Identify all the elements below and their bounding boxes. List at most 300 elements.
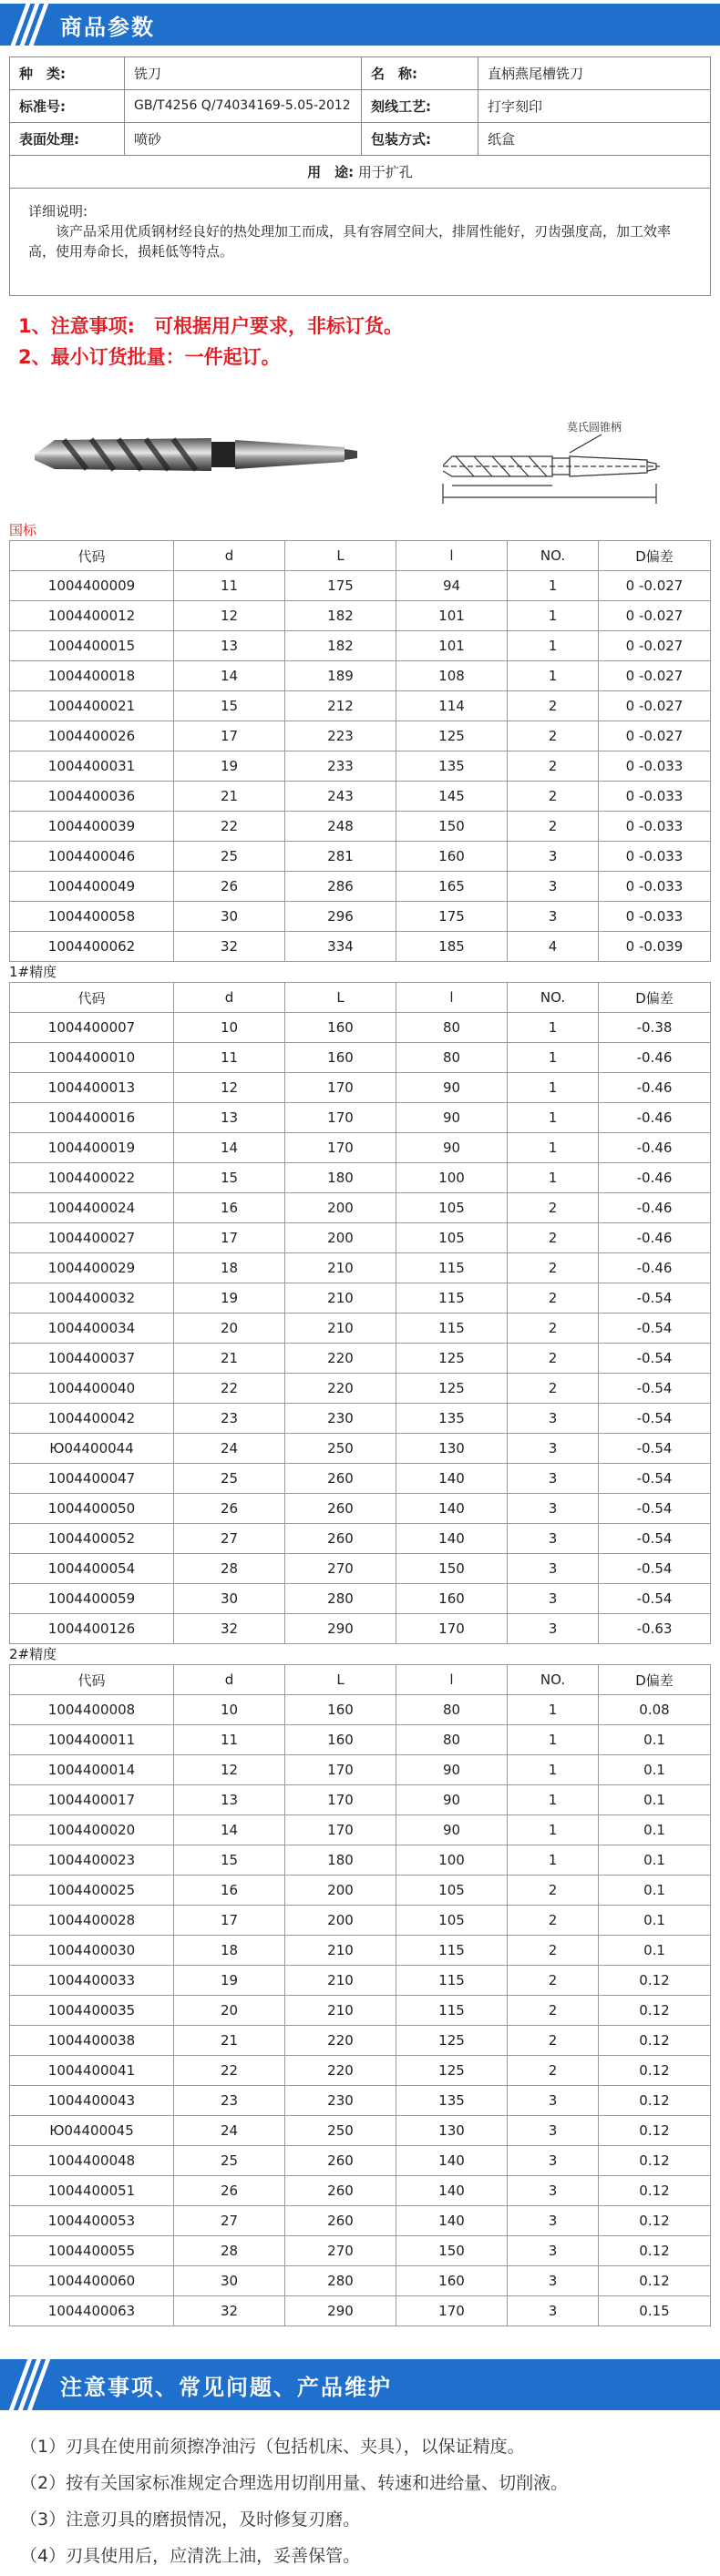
table-cell: 80	[396, 1695, 508, 1725]
table-cell: 20	[174, 1996, 285, 2026]
column-header: 代码	[10, 1665, 174, 1695]
table-cell: 182	[285, 601, 396, 631]
table-cell: 3	[508, 2086, 599, 2116]
table-cell: 1004400043	[10, 2086, 174, 2116]
table-row	[10, 1133, 711, 1163]
table-cell: 1004400010	[10, 1043, 174, 1073]
table-cell: 1004400049	[10, 872, 174, 902]
table-cell: 1	[508, 631, 599, 661]
table-cell: 150	[396, 1554, 508, 1584]
kind-label: 种 类:	[10, 57, 125, 90]
table-cell: 1004400025	[10, 1876, 174, 1906]
table-cell: 0 -0.027	[599, 631, 711, 661]
table-row	[10, 1223, 711, 1253]
table-cell: 165	[396, 872, 508, 902]
table-header-row	[10, 1665, 711, 1695]
surface-value: 喷砂	[125, 123, 362, 156]
table-cell: 170	[285, 1103, 396, 1133]
banner-stripes-icon	[18, 2359, 46, 2410]
column-header: l	[396, 1665, 508, 1695]
table-row	[10, 1524, 711, 1554]
table-cell: 12	[174, 601, 285, 631]
table-cell: 0 -0.033	[599, 782, 711, 812]
table-cell: 30	[174, 1584, 285, 1614]
table-cell: -0.54	[599, 1554, 711, 1584]
table-cell: 19	[174, 1966, 285, 1996]
table-cell: 90	[396, 1785, 508, 1815]
care-banner	[0, 2359, 720, 2410]
table-row	[10, 2176, 711, 2206]
table-cell: 233	[285, 751, 396, 782]
table-cell: 0.12	[599, 2116, 711, 2146]
column-header: d	[174, 983, 285, 1013]
table-cell: 1004400055	[10, 2236, 174, 2266]
table-cell: 0.12	[599, 2026, 711, 2056]
table-cell: 135	[396, 751, 508, 782]
table-cell: 150	[396, 812, 508, 842]
table-cell: 220	[285, 2056, 396, 2086]
table-cell: 22	[174, 2056, 285, 2086]
table-cell: 2	[508, 751, 599, 782]
table-cell: 105	[396, 1223, 508, 1253]
table-cell: 17	[174, 1223, 285, 1253]
table-cell: 1004400019	[10, 1133, 174, 1163]
table-cell: 3	[508, 2296, 599, 2326]
table-cell: 1004400008	[10, 1695, 174, 1725]
table-cell: 1004400021	[10, 691, 174, 721]
table-cell: 28	[174, 1554, 285, 1584]
table-row	[10, 812, 711, 842]
table-cell: 170	[285, 1815, 396, 1845]
table-cell: 170	[396, 2296, 508, 2326]
table-cell: 260	[285, 2146, 396, 2176]
table-cell: 0 -0.027	[599, 601, 711, 631]
table-cell: 30	[174, 2266, 285, 2296]
table-row	[10, 1845, 711, 1876]
table-cell: 3	[508, 2266, 599, 2296]
table-cell: 1004400063	[10, 2296, 174, 2326]
table-cell: 1	[508, 1785, 599, 1815]
table-cell: 4	[508, 932, 599, 962]
table-cell: -0.46	[599, 1163, 711, 1193]
table-cell: 210	[285, 1966, 396, 1996]
table-cell: 260	[285, 2206, 396, 2236]
table-cell: 0 -0.033	[599, 842, 711, 872]
table-cell: 101	[396, 631, 508, 661]
column-header: 代码	[10, 983, 174, 1013]
table-cell: 180	[285, 1845, 396, 1876]
table-cell: 200	[285, 1876, 396, 1906]
table-row	[10, 571, 711, 601]
table-cell: 175	[396, 902, 508, 932]
table-row	[10, 1695, 711, 1725]
table-cell: 26	[174, 872, 285, 902]
table-cell: 2	[508, 1966, 599, 1996]
table-cell: 115	[396, 1253, 508, 1283]
table-cell: 3	[508, 2116, 599, 2146]
table-cell: 3	[508, 1614, 599, 1644]
table-cell: 0.1	[599, 1755, 711, 1785]
table-cell: -0.54	[599, 1283, 711, 1314]
table-cell: 125	[396, 2026, 508, 2056]
table-cell: 22	[174, 1374, 285, 1404]
table-cell: 3	[508, 1584, 599, 1614]
table-cell: 18	[174, 1936, 285, 1966]
kind-value: 铣刀	[125, 57, 362, 90]
table-row	[10, 1283, 711, 1314]
table-row	[10, 1936, 711, 1966]
table-cell: 1	[508, 571, 599, 601]
table-cell: 145	[396, 782, 508, 812]
table-cell: 250	[285, 1434, 396, 1464]
table-cell: 23	[174, 1404, 285, 1434]
table-cell: 2	[508, 2026, 599, 2056]
table-cell: 25	[174, 842, 285, 872]
table-cell: 0.12	[599, 2236, 711, 2266]
table-row	[10, 1013, 711, 1043]
table-cell: 170	[285, 1755, 396, 1785]
table-cell: 1004400053	[10, 2206, 174, 2236]
table-cell: 3	[508, 842, 599, 872]
table-cell: 17	[174, 1906, 285, 1936]
table-cell: 2	[508, 1936, 599, 1966]
table-cell: 1004400028	[10, 1906, 174, 1936]
column-header: d	[174, 1665, 285, 1695]
table-cell: 281	[285, 842, 396, 872]
table-cell: 90	[396, 1815, 508, 1845]
table-cell: 90	[396, 1133, 508, 1163]
table-cell: 15	[174, 1845, 285, 1876]
table-cell: 182	[285, 631, 396, 661]
table-cell: 2	[508, 721, 599, 751]
table-cell: 2	[508, 1906, 599, 1936]
table-cell: 1004400038	[10, 2026, 174, 2056]
table-cell: 1004400058	[10, 902, 174, 932]
table-cell: 200	[285, 1906, 396, 1936]
table-cell: 1	[508, 1755, 599, 1785]
table-cell: 1004400062	[10, 932, 174, 962]
table-row	[10, 1966, 711, 1996]
table-cell: 3	[508, 2206, 599, 2236]
table-cell: 0 -0.027	[599, 691, 711, 721]
table-cell: 2	[508, 1996, 599, 2026]
table-cell: 286	[285, 872, 396, 902]
table-cell: 170	[285, 1073, 396, 1103]
table-cell: 130	[396, 2116, 508, 2146]
table-row	[10, 1785, 711, 1815]
column-header: l	[396, 541, 508, 571]
table-cell: 32	[174, 2296, 285, 2326]
table-cell: 160	[285, 1725, 396, 1755]
table-cell: 223	[285, 721, 396, 751]
section-label: 2#精度	[9, 1646, 57, 1662]
table-cell: 0 -0.039	[599, 932, 711, 962]
table-cell: 3	[508, 1524, 599, 1554]
table-row	[10, 721, 711, 751]
table-cell: 210	[285, 1283, 396, 1314]
table-cell: 26	[174, 2176, 285, 2206]
detail-box	[9, 189, 711, 296]
table-cell: 17	[174, 721, 285, 751]
table-row	[10, 842, 711, 872]
table-cell: 243	[285, 782, 396, 812]
table-row	[10, 601, 711, 631]
table-cell: 3	[508, 2146, 599, 2176]
table-cell: 212	[285, 691, 396, 721]
table-cell: 115	[396, 1936, 508, 1966]
table-row	[10, 2266, 711, 2296]
table-cell: 24	[174, 1434, 285, 1464]
spec-data-table	[9, 540, 711, 962]
table-row	[10, 1876, 711, 1906]
table-cell: 13	[174, 631, 285, 661]
column-header: NO.	[508, 1665, 599, 1695]
table-cell: 3	[508, 1554, 599, 1584]
table-cell: 0.12	[599, 2176, 711, 2206]
table-cell: 2	[508, 812, 599, 842]
table-cell: 0.1	[599, 1936, 711, 1966]
table-cell: 30	[174, 902, 285, 932]
table-row	[10, 872, 711, 902]
section-label: 1#精度	[9, 964, 57, 980]
table-cell: 1004400037	[10, 1344, 174, 1374]
table-cell: 1	[508, 1073, 599, 1103]
banner-stripes-icon	[18, 4, 46, 46]
table-row	[10, 2146, 711, 2176]
table-cell: 220	[285, 2026, 396, 2056]
care-item-4: （4）刃具使用后，应清洗上油，妥善保管。	[20, 2546, 361, 2566]
table-cell: 27	[174, 2206, 285, 2236]
table-cell: 1004400022	[10, 1163, 174, 1193]
table-cell: 1	[508, 1845, 599, 1876]
table-cell: -0.46	[599, 1223, 711, 1253]
table-cell: 105	[396, 1906, 508, 1936]
table-row	[10, 902, 711, 932]
table-row	[10, 1815, 711, 1845]
table-row	[10, 1434, 711, 1464]
table-cell: 1	[508, 601, 599, 631]
table-cell: 130	[396, 1434, 508, 1464]
table-cell: 0.1	[599, 1815, 711, 1845]
table-cell: 23	[174, 2086, 285, 2116]
table-cell: 135	[396, 1404, 508, 1434]
table-cell: 1004400030	[10, 1936, 174, 1966]
table-cell: 0 -0.027	[599, 571, 711, 601]
table-cell: 334	[285, 932, 396, 962]
table-cell: 0.12	[599, 2206, 711, 2236]
table-cell: 26	[174, 1494, 285, 1524]
table-cell: 3	[508, 1404, 599, 1434]
table-cell: 1004400039	[10, 812, 174, 842]
table-row	[10, 1043, 711, 1073]
table-cell: 3	[508, 1434, 599, 1464]
spec-data-table	[9, 1664, 711, 2326]
std-value: GB/T4256 Q/74034169-5.05-2012	[125, 90, 362, 123]
column-header: L	[285, 1665, 396, 1695]
table-row	[10, 2026, 711, 2056]
table-cell: 0.1	[599, 1876, 711, 1906]
table-cell: 160	[285, 1695, 396, 1725]
table-row	[10, 1374, 711, 1404]
table-row	[10, 1193, 711, 1223]
figure-label: 莫氏圆锥柄	[567, 421, 622, 434]
table-cell: 80	[396, 1725, 508, 1755]
table-cell: 160	[285, 1013, 396, 1043]
table-cell: -0.54	[599, 1404, 711, 1434]
table-cell: 180	[285, 1163, 396, 1193]
usage-value: 用于扩孔	[357, 164, 413, 180]
table-cell: 260	[285, 1524, 396, 1554]
table-cell: 21	[174, 782, 285, 812]
table-cell: 270	[285, 1554, 396, 1584]
table-cell: 1004400059	[10, 1584, 174, 1614]
table-row	[10, 2296, 711, 2326]
table-cell: 1004400032	[10, 1283, 174, 1314]
table-cell: 0.1	[599, 1906, 711, 1936]
table-cell: 170	[396, 1614, 508, 1644]
table-row	[10, 631, 711, 661]
table-cell: 1	[508, 1163, 599, 1193]
params-title: 商品参数	[60, 14, 155, 40]
order-notes	[18, 311, 720, 373]
table-row	[10, 751, 711, 782]
drill-photo-icon	[35, 438, 357, 471]
table-row	[10, 1464, 711, 1494]
table-cell: 1	[508, 1103, 599, 1133]
table-cell: 100	[396, 1163, 508, 1193]
table-cell: 1004400016	[10, 1103, 174, 1133]
table-cell: 32	[174, 1614, 285, 1644]
table-cell: 105	[396, 1876, 508, 1906]
table-cell: 3	[508, 2236, 599, 2266]
table-cell: 1004400029	[10, 1253, 174, 1283]
table-cell: 210	[285, 1936, 396, 1966]
table-cell: 24	[174, 2116, 285, 2146]
table-cell: 0.1	[599, 1785, 711, 1815]
table-cell: 0.1	[599, 1845, 711, 1876]
table-cell: 1004400024	[10, 1193, 174, 1223]
table-cell: 13	[174, 1785, 285, 1815]
table-cell: 1004400036	[10, 782, 174, 812]
table-cell: 160	[396, 2266, 508, 2296]
table-cell: 160	[396, 842, 508, 872]
table-cell: 14	[174, 1133, 285, 1163]
table-cell: 115	[396, 1966, 508, 1996]
spec-sections	[0, 520, 720, 2326]
table-cell: 1004400054	[10, 1554, 174, 1584]
table-cell: 1004400013	[10, 1073, 174, 1103]
table-cell: 230	[285, 2086, 396, 2116]
column-header: L	[285, 541, 396, 571]
surface-label: 表面处理:	[10, 123, 125, 156]
table-cell: 16	[174, 1193, 285, 1223]
table-row	[10, 2206, 711, 2236]
table-cell: 11	[174, 1043, 285, 1073]
table-cell: 1004400060	[10, 2266, 174, 2296]
table-cell: 1004400012	[10, 601, 174, 631]
table-cell: 125	[396, 2056, 508, 2086]
table-cell: 210	[285, 1253, 396, 1283]
table-row	[10, 1725, 711, 1755]
table-cell: 1004400041	[10, 2056, 174, 2086]
table-cell: -0.54	[599, 1584, 711, 1614]
care-item-2: （2）按有关国家标准规定合理选用切削用量、转速和进给量、切削液。	[20, 2473, 569, 2493]
table-cell: 100	[396, 1845, 508, 1876]
table-cell: 1004400011	[10, 1725, 174, 1755]
table-cell: 115	[396, 1283, 508, 1314]
table-cell: 101	[396, 601, 508, 631]
table-cell: 290	[285, 1614, 396, 1644]
table-cell: 0 -0.033	[599, 902, 711, 932]
table-cell: 3	[508, 2176, 599, 2206]
table-cell: 0.1	[599, 1725, 711, 1755]
table-row	[10, 691, 711, 721]
care-item-3: （3）注意刃具的磨损情况，及时修复刃磨。	[20, 2510, 361, 2530]
table-cell: 115	[396, 1314, 508, 1344]
table-cell: -0.46	[599, 1103, 711, 1133]
table-cell: Ю04400044	[10, 1434, 174, 1464]
table-cell: 2	[508, 1344, 599, 1374]
table-cell: 108	[396, 661, 508, 691]
table-cell: -0.54	[599, 1344, 711, 1374]
mark-label: 刻线工艺:	[362, 90, 478, 123]
table-cell: 248	[285, 812, 396, 842]
table-row	[10, 2236, 711, 2266]
table-row	[10, 1103, 711, 1133]
care-item-1: （1）刃具在使用前须擦净油污（包括机床、夹具），以保证精度。	[20, 2437, 525, 2457]
table-cell: -0.46	[599, 1133, 711, 1163]
table-cell: 2	[508, 2056, 599, 2086]
table-cell: 21	[174, 2026, 285, 2056]
table-cell: 2	[508, 782, 599, 812]
table-cell: 1004400009	[10, 571, 174, 601]
table-cell: 14	[174, 1815, 285, 1845]
table-cell: 32	[174, 932, 285, 962]
table-header-row	[10, 541, 711, 571]
table-cell: 210	[285, 1996, 396, 2026]
table-cell: -0.63	[599, 1614, 711, 1644]
table-cell: 2	[508, 1374, 599, 1404]
table-cell: 25	[174, 2146, 285, 2176]
table-cell: 1004400023	[10, 1845, 174, 1876]
table-cell: 0 -0.027	[599, 661, 711, 691]
column-header: NO.	[508, 983, 599, 1013]
table-cell: 22	[174, 812, 285, 842]
table-cell: 175	[285, 571, 396, 601]
table-cell: 11	[174, 571, 285, 601]
table-cell: -0.38	[599, 1013, 711, 1043]
table-row	[10, 2086, 711, 2116]
column-header: L	[285, 983, 396, 1013]
table-cell: 2	[508, 1314, 599, 1344]
table-cell: 150	[396, 2236, 508, 2266]
table-cell: 2	[508, 1876, 599, 1906]
table-cell: 1	[508, 1043, 599, 1073]
table-row	[10, 1584, 711, 1614]
table-cell: 1004400026	[10, 721, 174, 751]
table-cell: 260	[285, 1464, 396, 1494]
table-cell: 170	[285, 1785, 396, 1815]
table-cell: 80	[396, 1013, 508, 1043]
table-cell: 1004400046	[10, 842, 174, 872]
table-cell: 260	[285, 1494, 396, 1524]
table-cell: 280	[285, 2266, 396, 2296]
table-cell: 2	[508, 1283, 599, 1314]
table-cell: 140	[396, 2206, 508, 2236]
product-figure	[0, 383, 720, 520]
table-cell: 14	[174, 661, 285, 691]
table-cell: 1004400050	[10, 1494, 174, 1524]
